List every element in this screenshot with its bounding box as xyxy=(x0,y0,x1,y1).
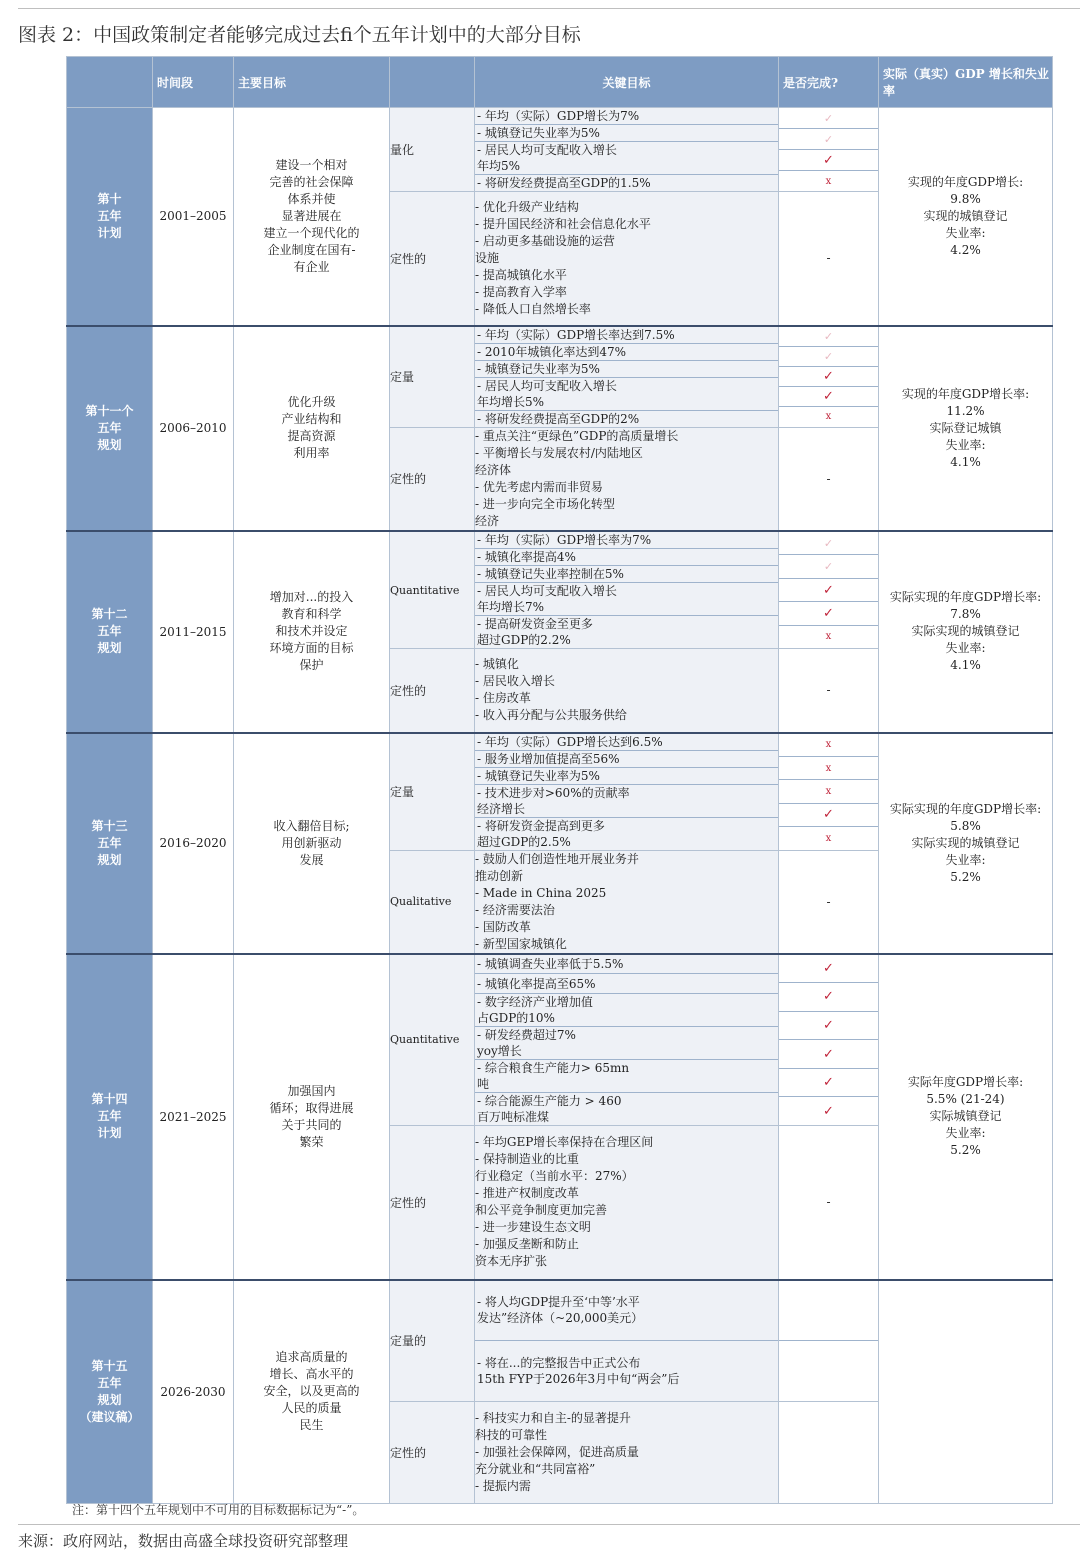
cross-mark: x xyxy=(825,832,832,844)
header-plan xyxy=(67,57,153,108)
plan-period: 2016–2020 xyxy=(153,733,234,954)
target-list xyxy=(475,1281,778,1402)
quant-target: - 技术进步对>60%的贡献率 经济增长 xyxy=(475,785,778,818)
quantitative-label: Quantitative xyxy=(390,954,475,1126)
quant-target: - 综合能源生产能力 > 460 百万吨标准煤 xyxy=(477,1094,622,1124)
plan-main-goal: 追求高质量的 增长、高水平的 安全，以及更高的 人民的质量 民生 xyxy=(234,1280,390,1504)
check-mark xyxy=(779,1281,878,1342)
plan-name: 第十五 五年 规划 （建议稿） xyxy=(67,1280,153,1504)
quant-target: - 居民人均可支配收入增长 年均增长5% xyxy=(475,378,778,411)
five-year-plan-table xyxy=(66,56,1053,1504)
plan-row-quant xyxy=(67,531,1053,649)
check-mark: ✓ xyxy=(779,347,878,367)
achieved-list xyxy=(779,734,878,850)
header-period: 时间段 xyxy=(153,57,234,108)
header-main-goal: 主要目标 xyxy=(234,57,390,108)
quantitative-targets xyxy=(475,1280,779,1402)
quantitative-targets xyxy=(475,954,779,1126)
source-line: 来源：政府网站，数据由高盛全球投资研究部整理 xyxy=(18,1532,349,1550)
quant-target: - 将研发经费提高至GDP的1.5% xyxy=(477,176,651,190)
actual-results: 实现的年度GDP增长: 9.8% 实现的城镇登记 失业率: 4.2% xyxy=(879,108,1053,326)
quantitative-achieved xyxy=(779,531,879,649)
achieved-list xyxy=(779,1281,878,1402)
qualitative-achieved: - xyxy=(779,1126,879,1280)
qualitative-label: 定性的 xyxy=(390,1402,475,1504)
qualitative-targets: - 科技实力和自主-的显著提升 科技的可靠性 - 加强社会保障网，促进高质量 充分就业和“共同富裕” - 提振内需 xyxy=(475,1402,779,1504)
actual-results xyxy=(879,1280,1053,1504)
achieved-list xyxy=(779,532,878,648)
qualitative-achieved: - xyxy=(779,850,879,954)
check-mark: ✓ xyxy=(823,1103,834,1119)
plan-row-quant xyxy=(67,954,1053,1126)
target-list xyxy=(475,955,778,1126)
quantitative-label: Quantitative xyxy=(390,531,475,649)
quant-target: - 提高研发资金至更多 超过GDP的2.2% xyxy=(477,617,593,647)
quant-target: - 年均（实际）GDP增长率达到7.5% xyxy=(475,327,778,344)
qualitative-label: 定性的 xyxy=(390,1126,475,1280)
actual-results: 实际实现的年度GDP增长率: 7.8% 实际实现的城镇登记 失业率: 4.1% xyxy=(879,531,1053,733)
quantitative-targets xyxy=(475,733,779,851)
quantitative-label: 定量 xyxy=(390,326,475,428)
qualitative-targets: - 优化升级产业结构 - 提升国民经济和社会信息化水平 - 启动更多基础设施的运营 设施 - 提高城镇化水平 - 提高教育入学率 - 降低人口自然增长率 xyxy=(475,192,779,326)
check-mark: ✓ xyxy=(779,602,878,625)
plan-name: 第十 五年 计划 xyxy=(67,108,153,326)
check-mark: ✓ xyxy=(779,555,878,578)
qualitative-targets: - 重点关注“更绿色”GDP的高质量增长 - 平衡增长与发展农村/内陆地区 经济体 - 优先考虑内需而非贸易 - 进一步向完全市场化转型 经济 xyxy=(475,427,779,531)
plan-period: 2021–2025 xyxy=(153,954,234,1280)
cross-mark: x xyxy=(779,780,878,803)
check-mark: ✓ xyxy=(779,983,878,1012)
check-mark: ✓ xyxy=(779,579,878,602)
quant-target: - 将在...的完整报告中正式公布 15th FYP于2026年3月中旬“两会”后 xyxy=(477,1356,680,1387)
plan-name: 第十一个 五年 规划 xyxy=(67,326,153,532)
quant-target: - 将人均GDP提升至‘中等’水平 发达”经济体（~20,000美元） xyxy=(475,1281,778,1342)
quant-target: - 年均（实际）GDP增长率为7% xyxy=(475,532,778,549)
quantitative-achieved xyxy=(779,108,879,192)
check-mark: ✓ xyxy=(779,532,878,555)
quant-target: - 城镇登记失业率控制在5% xyxy=(475,566,778,583)
quantitative-label: 定量的 xyxy=(390,1280,475,1402)
qualitative-label: 定性的 xyxy=(390,427,475,531)
check-mark: ✓ xyxy=(779,327,878,347)
quant-target: - 年均（实际）GDP增长为7% xyxy=(475,108,778,125)
plan-name: 第十三 五年 规划 xyxy=(67,733,153,954)
qualitative-achieved: - xyxy=(779,192,879,326)
quantitative-achieved xyxy=(779,1280,879,1402)
target-list xyxy=(475,734,778,850)
quantitative-targets xyxy=(475,108,779,192)
header-row xyxy=(67,57,1053,108)
achieved-list xyxy=(779,108,878,191)
plan-row-quant xyxy=(67,108,1053,192)
plan-period: 2011–2015 xyxy=(153,531,234,733)
quant-target: - 城镇登记失业率为5% xyxy=(475,361,778,378)
actual-results: 实际实现的年度GDP增长率: 5.8% 实际实现的城镇登记 失业率: 5.2% xyxy=(879,733,1053,954)
achieved-list xyxy=(779,955,878,1126)
check-mark: ✓ xyxy=(779,1069,878,1098)
qualitative-label: 定性的 xyxy=(390,649,475,733)
figure-title: 图表 2：中国政策制定者能够完成过去fi个五年计划中的大部分目标 xyxy=(18,24,581,46)
plan-row-quant xyxy=(67,326,1053,428)
plan-main-goal: 增加对...的投入 教育和科学 和技术并设定 环境方面的目标 保护 xyxy=(234,531,390,733)
check-mark: ✓ xyxy=(779,150,878,171)
quantitative-achieved xyxy=(779,733,879,851)
quant-target: - 将研发经费提高至GDP的2% xyxy=(477,411,640,426)
check-mark: ✓ xyxy=(779,108,878,129)
target-list xyxy=(475,327,778,427)
quant-target: - 年均（实际）GDP增长达到6.5% xyxy=(475,734,778,751)
quant-target: - 城镇登记失业率为5% xyxy=(475,768,778,785)
plan-period: 2006–2010 xyxy=(153,326,234,532)
header-key-targets: 关键目标 xyxy=(475,57,779,108)
qualitative-achieved xyxy=(779,1402,879,1504)
check-mark: ✓ xyxy=(779,955,878,984)
quant-target: - 综合粮食生产能力> 65mn 吨 xyxy=(475,1060,778,1093)
quant-target: - 研发经费超过7% yoy增长 xyxy=(475,1027,778,1060)
cross-mark: x xyxy=(825,411,832,423)
header-category xyxy=(390,57,475,108)
quantitative-label: 定量 xyxy=(390,733,475,851)
top-rule xyxy=(18,8,1080,9)
quant-target: - 居民人均可支配收入增长 年均增长7% xyxy=(475,583,778,616)
quantitative-targets xyxy=(475,531,779,649)
qualitative-targets: - 城镇化 - 居民收入增长 - 住房改革 - 收入再分配与公共服务供给 xyxy=(475,649,779,733)
quantitative-achieved xyxy=(779,954,879,1126)
check-mark: ✓ xyxy=(779,387,878,407)
achieved-list xyxy=(779,327,878,427)
quant-target: - 城镇登记失业率为5% xyxy=(475,125,778,142)
qualitative-targets: - 鼓励人们创造性地开展业务并 推动创新 - Made in China 2025 - 经济需要法治 - 国防改革 - 新型国家城镇化 xyxy=(475,850,779,954)
quant-target: - 将研发资金提高到更多 超过GDP的2.5% xyxy=(477,818,605,849)
quantitative-targets xyxy=(475,326,779,428)
cross-mark: x xyxy=(825,175,832,187)
actual-results: 实际年度GDP增长率: 5.5% (21-24) 实际城镇登记 失业率: 5.2% xyxy=(879,954,1053,1280)
check-mark: ✓ xyxy=(779,804,878,827)
quant-target: - 城镇调查失业率低于5.5% xyxy=(475,955,778,975)
quant-target: - 城镇化率提高4% xyxy=(475,549,778,566)
plan-main-goal: 建设一个相对 完善的社会保障 体系并使 显著进展在 建立一个现代化的 企业制度在国有- 有企业 xyxy=(234,108,390,326)
quantitative-label: 量化 xyxy=(390,108,475,192)
qualitative-label: Qualitative xyxy=(390,850,475,954)
plan-row-quant xyxy=(67,733,1053,851)
plan-period: 2026-2030 xyxy=(153,1280,234,1504)
check-mark: ✓ xyxy=(779,129,878,150)
cross-mark: x xyxy=(779,757,878,780)
plan-period: 2001–2005 xyxy=(153,108,234,326)
plan-main-goal: 优化升级 产业结构和 提高资源 利用率 xyxy=(234,326,390,532)
quantitative-achieved xyxy=(779,326,879,428)
plan-main-goal: 收入翻倍目标; 用创新驱动 发展 xyxy=(234,733,390,954)
plan-row-quant xyxy=(67,1280,1053,1402)
target-list xyxy=(475,108,778,191)
plans-body xyxy=(67,108,1053,1504)
header-achieved: 是否完成? xyxy=(779,57,879,108)
qualitative-achieved: - xyxy=(779,649,879,733)
table-note: 注：第十四个五年规划中不可用的目标数据标记为“-”。 xyxy=(72,1503,365,1517)
plan-name: 第十二 五年 规划 xyxy=(67,531,153,733)
qualitative-targets: - 年均GEP增长率保持在合理区间 - 保持制造业的比重 行业稳定（当前水平：27%） - 推进产权制度改革 和公平竞争制度更加完善 - 进一步建设生态文明 - 加强反垄断和防止 资本无序扩张 xyxy=(475,1126,779,1280)
bottom-rule xyxy=(18,1524,1080,1525)
check-mark: ✓ xyxy=(779,367,878,387)
quant-target: - 数字经济产业增加值 占GDP的10% xyxy=(475,994,778,1027)
check-mark xyxy=(779,1341,878,1401)
actual-results: 实现的年度GDP增长率: 11.2% 实际登记城镇 失业率: 4.1% xyxy=(879,326,1053,532)
cross-mark: x xyxy=(779,734,878,757)
plan-name: 第十四 五年 计划 xyxy=(67,954,153,1280)
quant-target: - 2010年城镇化率达到47% xyxy=(475,344,778,361)
quant-target: - 服务业增加值提高至56% xyxy=(475,751,778,768)
header-actual: 实际（真实）GDP 增长和失业 率 xyxy=(879,57,1053,108)
check-mark: ✓ xyxy=(779,1040,878,1069)
check-mark: ✓ xyxy=(779,1012,878,1041)
qualitative-achieved: - xyxy=(779,427,879,531)
target-list xyxy=(475,532,778,648)
plan-main-goal: 加强国内 循环；取得进展 关于共同的 繁荣 xyxy=(234,954,390,1280)
qualitative-label: 定性的 xyxy=(390,192,475,326)
quant-target: - 居民人均可支配收入增长 年均5% xyxy=(475,142,778,175)
cross-mark: x xyxy=(825,631,832,643)
quant-target: - 城镇化率提高至65% xyxy=(475,974,778,994)
